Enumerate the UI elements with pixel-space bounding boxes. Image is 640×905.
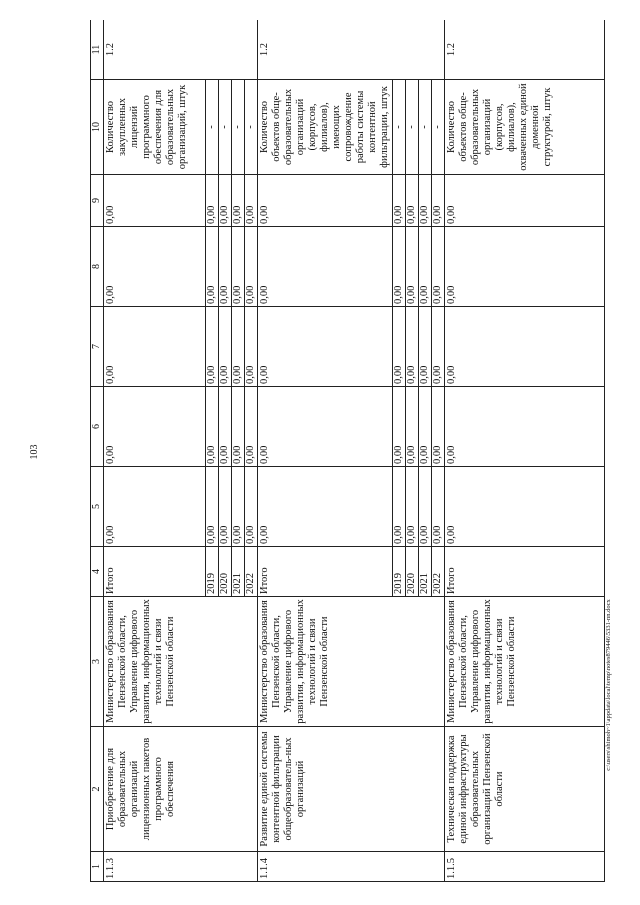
table-viewport	[90, 20, 610, 882]
column-header-1: 1	[91, 852, 104, 882]
indicator-value: 1.2	[104, 20, 258, 80]
total-value-v6: 0,00	[445, 387, 605, 467]
year-value-v9: 0,00	[432, 175, 445, 227]
year-indicator: -	[206, 80, 219, 175]
column-header-7: 7	[91, 307, 104, 387]
year-indicator: -	[219, 80, 232, 175]
year-value-v6: 0,00	[393, 387, 406, 467]
total-value-v9: 0,00	[258, 175, 393, 227]
item-number: 1.1.3	[104, 852, 258, 882]
total-label: Итого	[258, 547, 393, 597]
year-value-v7: 0,00	[232, 307, 245, 387]
indicator-value: 1.2	[445, 20, 605, 80]
year-indicator: -	[232, 80, 245, 175]
footer-file-path: c:\users\shimoh~1\appdata\local\temp\notes879446\5331-nn.docx	[605, 599, 612, 771]
item-name: Техническая поддержка единой инфраструктуры образовательных организаций Пензенской области	[445, 727, 605, 852]
page-number: 103	[29, 444, 40, 460]
year-value-v7: 0,00	[219, 307, 232, 387]
year-indicator: -	[245, 80, 258, 175]
total-value-v7: 0,00	[104, 307, 206, 387]
year-indicator: -	[432, 80, 445, 175]
column-header-11: 11	[91, 20, 104, 80]
year-value-v6: 0,00	[232, 387, 245, 467]
total-value-v9: 0,00	[445, 175, 605, 227]
year-value-v7: 0,00	[393, 307, 406, 387]
table-row	[104, 20, 206, 882]
table-row	[258, 20, 393, 882]
indicator-value: 1.2	[258, 20, 445, 80]
year-value-v8: 0,00	[206, 227, 219, 307]
program-table	[90, 20, 605, 882]
year-value-v6: 0,00	[419, 387, 432, 467]
indicator-name: Количество закупленных лицензий программного обеспечения для образовательных организаций, штук	[104, 80, 206, 175]
year-label: 2019	[206, 547, 219, 597]
year-label: 2019	[393, 547, 406, 597]
total-value-v5: 0,00	[445, 467, 605, 547]
year-value-v5: 0,00	[245, 467, 258, 547]
year-value-v8: 0,00	[219, 227, 232, 307]
year-value-v7: 0,00	[432, 307, 445, 387]
year-value-v9: 0,00	[419, 175, 432, 227]
year-value-v9: 0,00	[393, 175, 406, 227]
year-value-v9: 0,00	[245, 175, 258, 227]
year-label: 2022	[245, 547, 258, 597]
year-value-v6: 0,00	[206, 387, 219, 467]
total-value-v6: 0,00	[104, 387, 206, 467]
item-name: Развитие единой системы контентной фильтрации общеобразователь-ных организаций	[258, 727, 445, 852]
item-name: Приобретение для образовательных организаций лицензионных пакетов программного обеспечения	[104, 727, 258, 852]
total-label: Итого	[445, 547, 605, 597]
year-value-v8: 0,00	[245, 227, 258, 307]
year-value-v5: 0,00	[206, 467, 219, 547]
column-header-3: 3	[91, 597, 104, 727]
year-value-v9: 0,00	[206, 175, 219, 227]
year-value-v5: 0,00	[393, 467, 406, 547]
item-executor: Министерство образования Пензенской области, Управление цифрового развития, информационных технологий и связи Пензенской области	[445, 597, 605, 727]
year-value-v8: 0,00	[232, 227, 245, 307]
year-value-v7: 0,00	[245, 307, 258, 387]
table-row	[445, 20, 605, 882]
column-header-6: 6	[91, 387, 104, 467]
total-value-v7: 0,00	[258, 307, 393, 387]
total-label: Итого	[104, 547, 206, 597]
column-header-2: 2	[91, 727, 104, 852]
total-value-v7: 0,00	[445, 307, 605, 387]
year-indicator: -	[393, 80, 406, 175]
total-value-v8: 0,00	[104, 227, 206, 307]
year-label: 2020	[406, 547, 419, 597]
year-value-v8: 0,00	[406, 227, 419, 307]
year-value-v5: 0,00	[219, 467, 232, 547]
indicator-name: Количество объектов обще-образовательных организаций (корпусов, филиалов), имеющих сопровождение работы системы контентной фильтрации, штук	[258, 80, 393, 175]
column-header-10: 10	[91, 80, 104, 175]
indicator-name: Количество объектов обще-образовательных организаций (корпусов, филиалов), охваченных единой доменной структурой, штук	[445, 80, 605, 175]
year-label: 2021	[232, 547, 245, 597]
year-value-v6: 0,00	[432, 387, 445, 467]
total-value-v9: 0,00	[104, 175, 206, 227]
year-value-v8: 0,00	[419, 227, 432, 307]
header-row	[91, 20, 104, 882]
year-value-v7: 0,00	[206, 307, 219, 387]
year-label: 2020	[219, 547, 232, 597]
item-executor: Министерство образования Пензенской области, Управление цифрового развития, информационных технологий и связи Пензенской области	[258, 597, 445, 727]
item-number: 1.1.4	[258, 852, 445, 882]
total-value-v5: 0,00	[258, 467, 393, 547]
total-value-v8: 0,00	[445, 227, 605, 307]
year-value-v7: 0,00	[406, 307, 419, 387]
year-indicator: -	[419, 80, 432, 175]
year-value-v6: 0,00	[245, 387, 258, 467]
year-value-v9: 0,00	[219, 175, 232, 227]
column-header-9: 9	[91, 175, 104, 227]
total-value-v8: 0,00	[258, 227, 393, 307]
year-value-v8: 0,00	[393, 227, 406, 307]
year-label: 2022	[432, 547, 445, 597]
total-value-v6: 0,00	[258, 387, 393, 467]
year-value-v8: 0,00	[432, 227, 445, 307]
column-header-4: 4	[91, 547, 104, 597]
year-indicator: -	[406, 80, 419, 175]
year-value-v5: 0,00	[232, 467, 245, 547]
year-value-v9: 0,00	[406, 175, 419, 227]
column-header-8: 8	[91, 227, 104, 307]
year-value-v6: 0,00	[219, 387, 232, 467]
item-number: 1.1.5	[445, 852, 605, 882]
year-value-v5: 0,00	[432, 467, 445, 547]
rotated-table-plane	[90, 20, 610, 882]
total-value-v5: 0,00	[104, 467, 206, 547]
year-value-v5: 0,00	[419, 467, 432, 547]
year-label: 2021	[419, 547, 432, 597]
year-value-v7: 0,00	[419, 307, 432, 387]
column-header-5: 5	[91, 467, 104, 547]
year-value-v5: 0,00	[406, 467, 419, 547]
year-value-v6: 0,00	[406, 387, 419, 467]
item-executor: Министерство образования Пензенской области, Управление цифрового развития, информационных технологий и связи Пензенской области	[104, 597, 258, 727]
year-value-v9: 0,00	[232, 175, 245, 227]
